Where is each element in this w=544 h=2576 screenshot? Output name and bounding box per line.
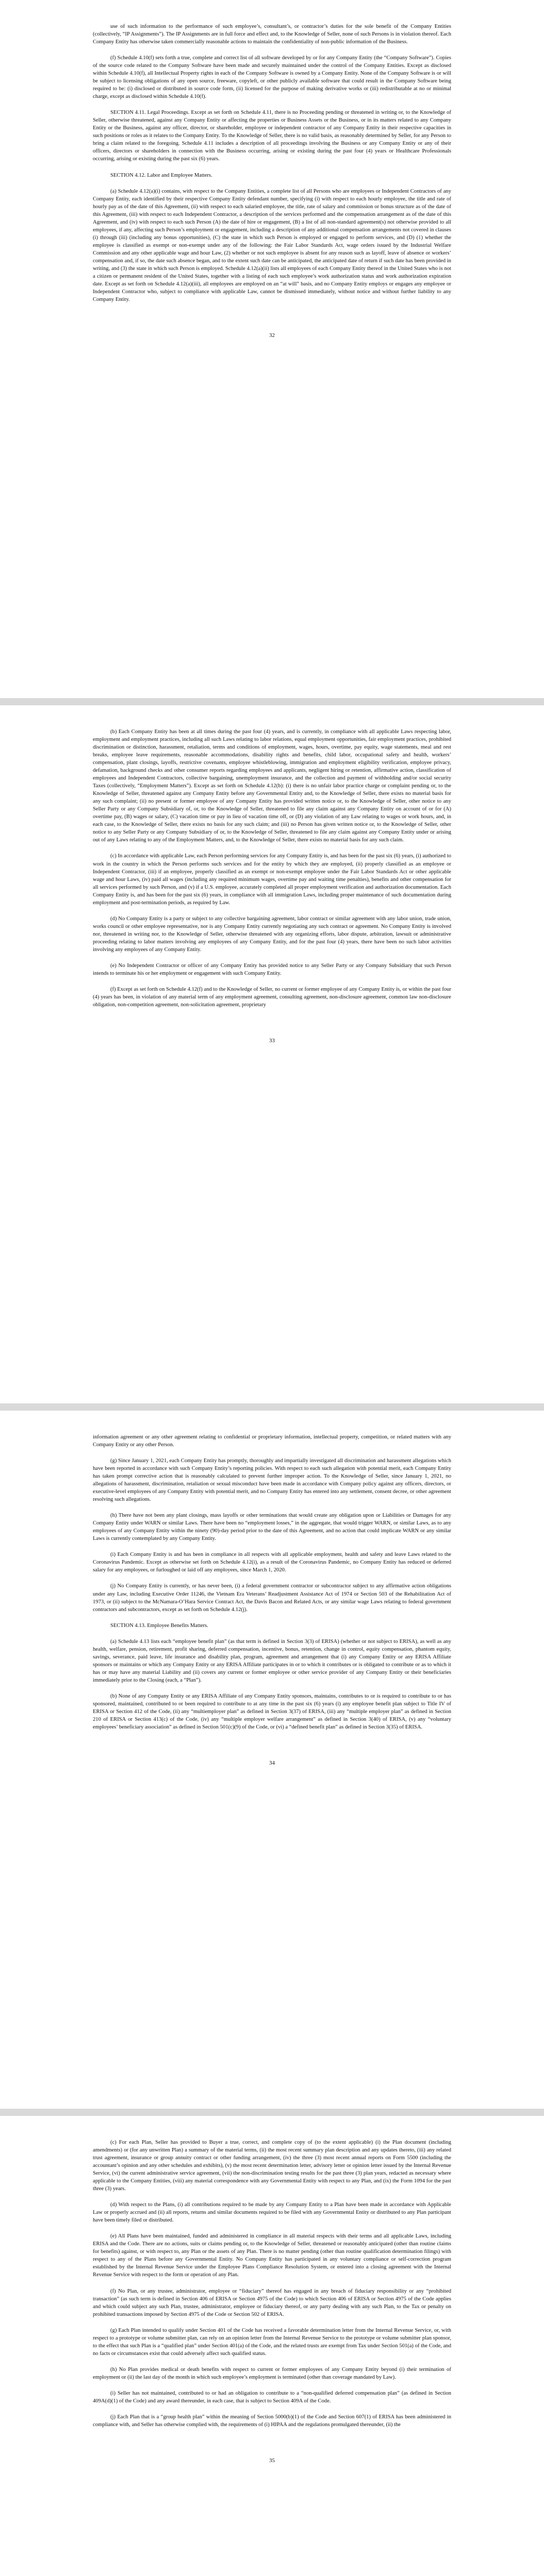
paragraph: (g) Since January 1, 2021, each Company Entity has promptly, thoroughly and impartially investigated all discrimination and harassment allegations which have been reported in accordance with such Company Entity’s reporting policies. With respect to each such allegation with potential merit, each Company Entity has taken prompt corrective action that is reasonably calculated to prevent further improper action. To the Knowledge of Seller, since January 1, 2021, no allegations of harassment, discrimination, retaliation or sexual misconduct have been made in accordance with Company policy against any officers, directors, or executive-level employees of any Company Entity with potential merit, and no Company Entity has entered into any settlement, consent decree, or other agreement resolving such allegations. xyxy=(93,1458,451,1503)
paragraph: use of such information to the performance of such employee’s, consultant’s, or contractor’s duties for the sole benefit of the Company Entities (collectively, “IP Assignments”). The IP Assignments are in full force and effect and, to the Knowledge of Seller, none of such Persons is in violation thereof. Each Company Entity has otherwise taken commercially reasonable actions to maintain the confidentiality of non-public information of the Business. xyxy=(93,24,451,45)
paragraph: (c) In accordance with applicable Law, each Person performing services for any Company Entity is, and has been for the past six (6) years, (i) authorized to work in the country in which the Person performs such services and for the entity by which they are employed, (ii) properly classified as an employee or Independent Contractor, (iii) if an employee, properly classified as an exempt or non-exempt employee under the Fair Labor Standards Act or other applicable wage and hour Laws, (iv) paid all wages (including any required minimum wages, overtime pay and waiting time penalties), benefits and other compensation for all services performed by such Person, and (v) if a U.S. employee, accurately completed all proper employment verification and authorization documentation. Each Company Entity is, and has been for the past six (6) years, in compliance with all immigration Laws, including proper maintenance of such documentation during employment and post-termination periods, as required by Law. xyxy=(93,853,451,906)
paragraph: (g) Each Plan intended to qualify under Section 401 of the Code has received a favorable determination letter from the Internal Revenue Service, or, with respect to a prototype or volume submitter plan, can rely on an opinion letter from the Internal Revenue Service to the prototype or volume submitter plan sponsor, to the effect that such Plan is a “qualified plan” under Section 401(a) of the Code, and the related trusts are exempt from Tax under Section 501(a) of the Code, and no facts or circumstances exist that could adversely affect such qualified status. xyxy=(93,2327,451,2357)
paragraph: (i) Seller has not maintained, contributed to or had an obligation to contribute to a “non-qualified deferred compensation plan” (as defined in Section 409A(d)(1) of the Code) and any award thereunder, in each case, that is subject to Section 409A of the Code. xyxy=(93,2390,451,2404)
paragraph: (j) Each Plan that is a “group health plan” within the meaning of Section 5000(b)(1) of the Code and Section 607(1) of ERISA has been administered in compliance with, and Seller has otherwise complied with, the requirements of (i) HIPAA and the regulations promulgated thereunder, (ii) the xyxy=(93,2414,451,2428)
page-number: 32 xyxy=(269,332,275,338)
paragraph: SECTION 4.11. Legal Proceedings. Except as set forth on Schedule 4.11, there is no Proceeding pending or threatened in writing or, to the Knowledge of Seller, otherwise threatened, against any Company Entity or affecting the properties or Business Assets or the Business, or in its matters related to any Company Entity or the Business, against any officer, director, or shareholder, employee or independent contractor of any Company Entity in their respective capacities in such positions or roles as it relates to the Company Entity. To the Knowledge of Seller, there is no valid basis, as reasonably determined by Seller, for any Person to bring a claim related to the foregoing. Schedule 4.11 includes a description of all proceedings involving the Business or any Company Entity or any of their officers, directors or shareholders in connection with the Business occurring, arising or existing during the past four (4) years or Healthcare Professionals occurring, arising or existing during the past six (6) years. xyxy=(93,110,451,162)
section-heading: SECTION 4.12. Labor and Employee Matters. xyxy=(110,172,212,178)
section-heading: SECTION 4.13. Employee Benefits Matters. xyxy=(110,1622,208,1629)
paragraph: (h) No Plan provides medical or death benefits with respect to current or former employees of any Company Entity beyond (i) their termination of employment or (ii) the last day of the month in which such employee’s employment is terminated (other than coverage mandated by Law). xyxy=(93,2366,451,2380)
paragraph: (c) For each Plan, Seller has provided to Buyer a true, correct, and complete copy of (to the extent applicable) (i) the Plan document (including amendments) or (for any unwritten Plan) a summary of the material terms, (ii) the most recent summary plan description and any updates thereto, (iii) any related trust agreement, insurance or group annuity contract or other funding arrangement, (iv) the three (3) most recent annual reports on Form 5500 (including the accountant’s opinion and any other schedules and exhibits), (v) the most recent determination letter, advisory letter or opinion letter issued by the Internal Revenue Service, (vi) the current administrative service agreement, (vii) the non-discrimination testing results for the past three (3) plan years, redacted as necessary where applicable to the Company Entities, (viii) any material correspondence with any Governmental Entity with respect to any Plan, and (ix) the Form 1094 for the past three (3) years. xyxy=(93,2140,451,2192)
paragraph: information agreement or any other agreement relating to confidential or proprietary information, intellectual property, competition, or related matters with any Company Entity or any other Person. xyxy=(93,1434,451,1448)
document-page xyxy=(0,2116,544,2576)
paragraph: (e) All Plans have been maintained, funded and administered in compliance in all material respects with their terms and all applicable Laws, including ERISA and the Code. There are no actions, suits or claims pending or, to the Knowledge of Seller, threatened or reasonably anticipated (other than routine claims for benefits) against, or with respect to, any Plan or the assets of any Plan. There is no matter pending (other than routine qualification determination filings) with respect to any of the Plans before any Governmental Entity. No Company Entity has participated in any voluntary compliance or self-correction program established by the Internal Revenue Service under the Employee Plans Compliance Resolution System, or entered into a closing agreement with the Internal Revenue Service with respect to the form or operation of any Plan. xyxy=(93,2233,451,2278)
page-number: 35 xyxy=(269,2457,275,2464)
paragraph: (f) Schedule 4.10(f) sets forth a true, complete and correct list of all software developed by or for any Company Entity (the “Company Software”). Copies of the source code related to the Company Software have been made and securely maintained under the control of the Company Entities. Except as disclosed within Schedule 4.10(f), all Intellectual Property rights in each of the Company Software is owned by a Company Entity. None of the Company Software is or will be subject to licensing obligations of any open source, freeware, copyleft, or other publicly available software that could result in the Company Software being required to be: (i) disclosed or distributed in source code form, (ii) licensed for the purpose of making derivative works or (iii) redistributable at no or minimal charge, except as disclosed within Schedule 4.10(f). xyxy=(93,55,451,100)
paragraph: (j) No Company Entity is currently, or has never been, (i) a federal government contractor or subcontractor subject to any affirmative action obligations under any Law, including Executive Order 11246, the Vietnam Era Veterans’ Readjustment Assistance Act of 1974 or Section 503 of the Rehabilitation Act of 1973, or (ii) subject to the McNamara-O’Hara Service Contract Act, the Davis Bacon and Related Acts, or any similar wage Laws relating to federal government contractors and subcontractors, except as set forth on Schedule 4.12(j). xyxy=(93,1583,451,1613)
paragraph: (b) None of any Company Entity or any ERISA Affiliate of any Company Entity sponsors, maintains, contributes to or is required to contribute to or has sponsored, maintained, contributed to or been required to contribute to at any time in the past six (6) years (i) any employee benefit plan subject to Title IV of ERISA or Section 412 of the Code, (ii) any “multiemployer plan” as defined in Section 3(37) of ERISA, (iii) any “multiple employer plan” as defined in Section 210 of ERISA or Section 413(c) of the Code, (iv) any “multiple employer welfare arrangement” as defined in Section 3(40) of ERISA, (v) any “voluntary employees’ beneficiary association” as defined in Section 501(c)(9) of the Code, or (vi) a “defined benefit plan” as defined in Section 3(35) of ERISA. xyxy=(93,1693,451,1730)
paragraph: (i) Each Company Entity is and has been in compliance in all respects with all applicable employment, health and safety and leave Laws related to the Coronavirus Pandemic. Except as otherwise set forth on Schedule 4.12(i), as a result of the Coronavirus Pandemic, no Company Entity has reduced or deferred salary for any employees, or furloughed or laid off any employees, since March 1, 2020. xyxy=(93,1552,451,1573)
paragraph: (a) Schedule 4.13 lists each “employee benefit plan” (as that term is defined in Section 3(3) of ERISA) (whether or not subject to ERISA), as well as any health, welfare, pension, retirement, profit sharing, deferred compensation, incentive, bonus, retention, change in control, equity compensation, phantom equity, savings, severance, paid leave, life insurance and disability plan, program, agreement and arrangement that (i) any Company Entity or any ERISA Affiliate sponsors or maintains or which any Company Entity or any ERISA Affiliate participates in or to which it contributes or is obligated to contribute or as to which it has or may have any material Liability and (ii) covers any current or former employee or other service provider of any Company Entity or their beneficiaries immediately prior to the Closing (each, a “Plan”). xyxy=(93,1638,451,1683)
paragraph: (h) There have not been any plant closings, mass layoffs or other terminations that would create any obligation upon or Liabilities or Damages for any Company Entity under WARN or similar Laws. There have been no “employment losses,” in the aggregate, that would trigger WARN, or similar Laws, as to any employees of any Company Entity within the ninety (90)-day period prior to the date of this Agreement, and no action that could implicate WARN or any similar Laws is currently contemplated by any Company Entity. xyxy=(93,1513,451,1542)
page-number: 33 xyxy=(269,1038,275,1044)
document-page xyxy=(0,705,544,1403)
paragraph: (d) With respect to the Plans, (i) all contributions required to be made by any Company Entity to a Plan have been made in accordance with Applicable Law or properly accrued and (ii) all reports, returns and similar documents required to be filed with any Governmental Entity or distributed to any Plan participant have been timely filed or distributed. xyxy=(93,2202,451,2224)
document-page xyxy=(0,1411,544,2109)
paragraph: (b) Each Company Entity has been at all times during the past four (4) years, and is currently, in compliance with all applicable Laws respecting labor, employment and employment practices, including all such Laws relating to labor relations, equal employment opportunities, fair employment practices, prohibited discrimination or distinction, harassment, retaliation, terms and conditions of employment, wages, hours, overtime, pay equity, wage statements, meal and rest breaks, employee leave requirements, reasonable accommodations, disability rights and benefits, child labor, occupational safety and health, workers’ compensation, plant closings, layoffs, restrictive covenants, employee whistleblowing, immigration and employment eligibility verification, employee privacy, defamation, background checks and other consumer reports regarding employees and applicants, negligent hiring or retention, affirmative action, classification of employees and Independent Contractors, collective bargaining, unemployment insurance, and the collection and payment of withholding and/or social security Taxes (collectively, “Employment Matters”). Except as set forth on Schedule 4.12(b): (i) there is no unfair labor practice charge or complaint pending or, to the Knowledge of Seller, threatened against any Company Entity before any Governmental Entity and, to the Knowledge of Seller, there exists no material basis for any such complaint; (ii) no present or former employee of any Company Entity has provided written notice or, to the Knowledge of Seller, other notice to any Seller Party or any Company Subsidiary of, or, to the Knowledge of Seller, threatened to file any claim against any Company Entity on account of or for (A) overtime pay, (B) wages or salary, (C) vacation time or pay in lieu of vacation time off, or (D) any violation of any Law relating to wages or work hours, and, in each case, to the Knowledge of Seller, there exists no basis for any such claim; and (iii) no Person has given written notice or, to the Knowledge of Seller, other notice to any Seller Party or any Company Subsidiary of or, to the Knowledge of Seller, threatened to file any claim against any Company Entity under or arising out of any Laws relating to any of the Employment Matters, and, to the Knowledge of Seller, there exists no material basis for any such claim. xyxy=(93,729,451,843)
page-number: 34 xyxy=(269,1759,275,1766)
paragraph: (d) No Company Entity is a party or subject to any collective bargaining agreement, labor contract or similar agreement with any labor union, trade union, works council or other employee representative, nor is any Company Entity currently negotiating any such contract or agreement. No Company Entity is involved nor, threatened in writing nor, to the Knowledge of Seller, otherwise threatened with any organizing efforts, labor dispute, arbitration, lawsuit or administrative proceeding relating to labor matters involving any employees of any Company Entity, and for the past four (4) years, there have been no such labor activities involving any employees of any Company Entity. xyxy=(93,916,451,953)
paragraph: (a) Schedule 4.12(a)(i) contains, with respect to the Company Entities, a complete list of all Persons who are employees or Independent Contractors of any Company Entity, each identified by their respective Company Entity defendant number, specifying (i) with respect to each hourly employee, the title and rate of hourly pay as of the date of this Agreement, (ii) with respect to each salaried employee, the title, rate of salary and commission or bonus structure as of the date of this Agreement, (iii) with respect to each Independent Contractor, a description of the services performed and the compensation arrangement as of the date of this Agreement, and (iv) with respect to each such Person (A) the date of hire or engagement, (B) a list of all non-standard agreement(s) not otherwise provided to all employees, if any, affecting such Person’s employment or engagement, including a description of any additional compensation arrangements not covered in clauses (i) through (iii) (including any bonus opportunities), (C) the state in which such Person is employed or engaged to perform services, and (D) (1) whether the employee is classified as exempt or non-exempt under any of the following: the Fair Labor Standards Act, wage orders issued by the Industrial Welfare Commission and any other applicable wage and hour Law, (2) whether or not such employee is absent for any reason such as layoff, leave of absence or workers’ compensation and, if so, the date such absence began, and to the extent such date can be anticipated, the anticipated date of return if such date has been provided in writing, and (3) the state in which such Person is employed. Schedule 4.12(a)(ii) lists all employees of each Company Entity thereof in the United States who is not a citizen or permanent resident of the United States, together with a listing of each such employee’s work authorization status and work authorization expiration date. Except as set forth on Schedule 4.12(a)(iii), all employees are employed on an “at will” basis, and no Company Entity employs or engages any employee or Independent Contractor who, subject to compliance with applicable Law, cannot be dismissed immediately, without notice and without further liability to any Company Entity. xyxy=(93,188,451,302)
paragraph: (f) No Plan, or any trustee, administrator, employee or “fiduciary” thereof has engaged in any breach of fiduciary responsibility or any “prohibited transaction” (as such term is defined in Section 406 of ERISA or Section 4975 of the Code) to which Section 406 of ERISA or Section 4975 of the Code applies and which could subject any such Plan, trustee, administrator, employee or fiduciary thereof, or any party dealing with any such Plan, to the Tax or penalty on prohibited transactions imposed by Section 4975 of the Code or Section 502 of ERISA. xyxy=(93,2288,451,2317)
document-page xyxy=(0,0,544,698)
paragraph: (e) No Independent Contractor or officer of any Company Entity has provided notice to any Seller Party or any Company Subsidiary that such Person intends to terminate his or her employment or engagement with such Company Entity. xyxy=(93,962,451,976)
paragraph: (f) Except as set forth on Schedule 4.12(f) and to the Knowledge of Seller, no current or former employee of any Company Entity is, or within the past four (4) years has been, in violation of any material term of any employment agreement, consulting agreement, non-disclosure agreement, common law non-disclosure obligation, non-competition agreement, non-solicitation agreement, proprietary xyxy=(93,986,451,1008)
